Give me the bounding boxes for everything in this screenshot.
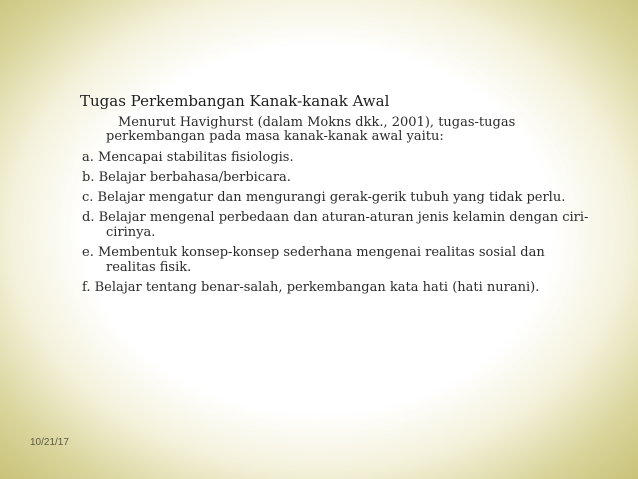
slide-content (58, 92, 598, 300)
list-item: a. Mencapai stabilitas fisiologis. (82, 150, 294, 165)
task-list (82, 150, 598, 295)
intro-line-2: perkembangan pada masa kanak-kanak awal yaitu: (106, 129, 444, 144)
footer-date: 10/21/17 (30, 437, 69, 448)
list-item: d. Belajar mengenal perbedaan dan aturan-aturan jenis kelamin dengan ciri-cirinya. (82, 210, 589, 240)
list-item: e. Membentuk konsep-konsep sederhana mengenai realitas sosial dan realitas fisik. (82, 245, 545, 275)
intro-line-1: Menurut Havighurst (dalam Mokns dkk., 2001), tugas-tugas (118, 115, 516, 130)
list-item: c. Belajar mengatur dan mengurangi gerak-gerik tubuh yang tidak perlu. (82, 190, 566, 205)
intro-paragraph (106, 116, 598, 144)
slide-heading (58, 92, 598, 110)
list-item: b. Belajar berbahasa/berbicara. (82, 170, 291, 185)
list-item: f. Belajar tentang benar-salah, perkembangan kata hati (hati nurani). (82, 280, 540, 295)
heading-text: Tugas Perkembangan Kanak-kanak Awal (80, 92, 390, 110)
